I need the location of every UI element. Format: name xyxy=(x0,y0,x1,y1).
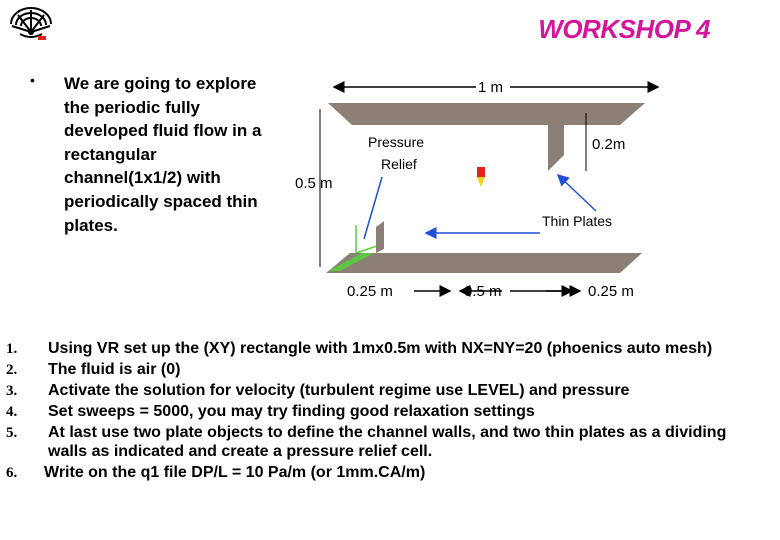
bullet-marker: • xyxy=(30,72,35,88)
step-number: 4. xyxy=(6,404,18,420)
list-item xyxy=(6,403,766,422)
top-wall xyxy=(328,103,645,125)
segment-middle-label: 0.5 m xyxy=(464,283,502,300)
list-item xyxy=(6,361,766,380)
steps-list xyxy=(6,340,766,485)
relief-bottom-marker xyxy=(477,177,485,187)
pressure-relief-label-line2: Relief xyxy=(381,156,417,172)
list-item xyxy=(6,464,766,483)
step-text: The fluid is air (0) xyxy=(48,361,181,378)
list-item xyxy=(6,424,766,461)
plate-height-label: 0.2m xyxy=(592,136,626,153)
intro-paragraph: We are going to explore the periodic fully developed fluid flow in a rectangular channel(1x1/2) with periodically spaced thin plates. xyxy=(64,74,262,235)
thin-plate-left xyxy=(376,221,384,253)
step-number: 6. xyxy=(6,464,18,481)
step-text: Write on the q1 file DP/L = 10 Pa/m (or 1mm.CA/m) xyxy=(44,463,426,481)
page-title: WORKSHOP 4 xyxy=(538,14,710,44)
step-number: 2. xyxy=(6,362,18,378)
pressure-relief-cell xyxy=(477,167,485,177)
segment-left-label: 0.25 m xyxy=(347,283,393,300)
list-item xyxy=(6,382,766,401)
length-label: 1 m xyxy=(478,79,504,96)
step-number: 1. xyxy=(6,341,18,357)
pressure-relief-label-line1: Pressure xyxy=(368,134,425,150)
list-item xyxy=(6,340,766,359)
step-text: At last use two plate objects to define the channel walls, and two thin plates as a dividing walls as indicated and create a pressure relief cell. xyxy=(48,424,727,460)
thin-plates-label: Thin Plates xyxy=(542,213,613,229)
step-text: Activate the solution for velocity (turbulent regime use LEVEL) and pressure xyxy=(48,382,630,399)
channel-diagram xyxy=(290,75,760,300)
thin-plates-arrow-right xyxy=(558,175,596,211)
height-label: 0.5 m xyxy=(295,175,333,192)
bottom-wall xyxy=(326,253,642,273)
step-text: Set sweeps = 5000, you may try finding good relaxation settings xyxy=(48,403,535,420)
step-text: Using VR set up the (XY) rectangle with 1mx0.5m with NX=NY=20 (phoenics auto mesh) xyxy=(48,340,713,357)
university-logo-icon xyxy=(8,6,54,42)
step-number: 5. xyxy=(6,425,18,441)
segment-right-label: 0.25 m xyxy=(588,283,634,300)
step-number: 3. xyxy=(6,383,18,399)
